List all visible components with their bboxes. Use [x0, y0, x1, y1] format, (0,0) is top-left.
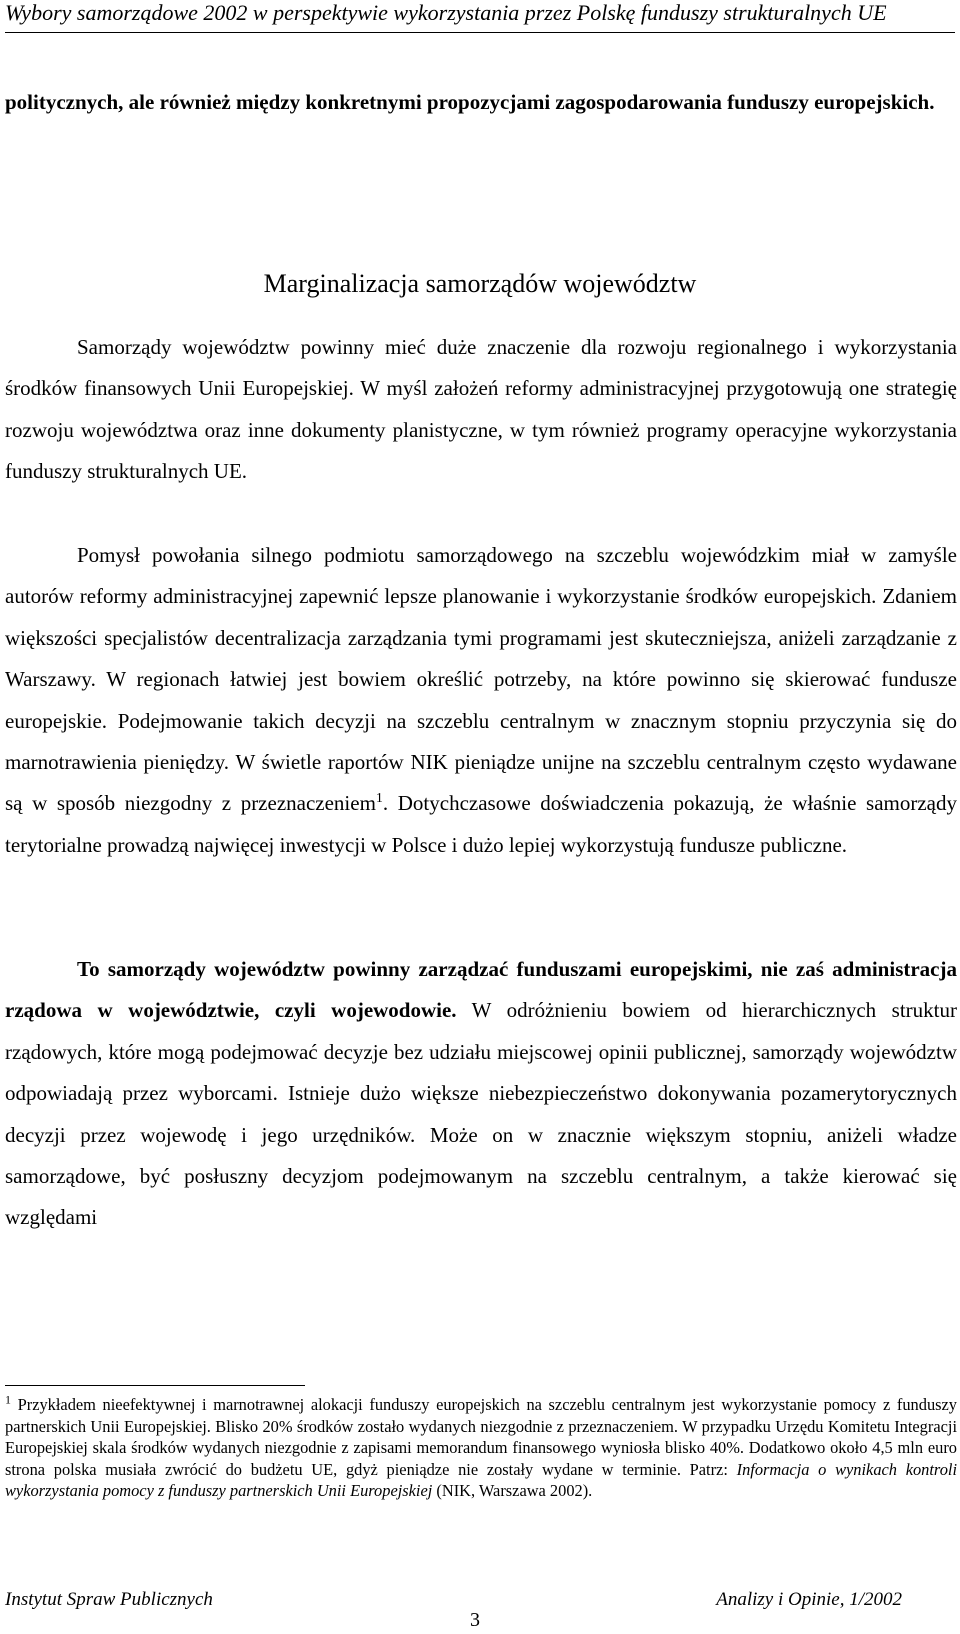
footnote-citation-tail: (NIK, Warszawa 2002).	[432, 1481, 593, 1501]
header-title: Wybory samorządowe 2002 w perspektywie wykorzystania przez Polskę funduszy strukturalnych UE	[5, 0, 887, 25]
footnote-text: Przykładem nieefektywnej i marnotrawnej alokacji funduszy europejskich na szczeblu centralnym jest wykorzystanie pomocy z funduszy partnerskich Unii Europejskiej. Blisko 20% środków zostało wydanych niezgodnie z przeznaczeniem. W przypadku Urzędu Komitetu Integracji Europejskiej skala środków wydanych niezgodnie z zapisami memorandum finansowego wyniosła blisko 40%. Dodatkowo około 4,5 mln euro strona polska musiała zwrócić do budżetu UE, gdyż pieniądze nie zostały wydane w terminie. Patrz:	[5, 1395, 957, 1479]
paragraph-3-text: W odróżnieniu bowiem od hierarchicznych struktur rządowych, które mogą podejmować decyzje bez udziału miejscowej opinii publicznej, samorządy województw odpowiadają przez wyborcami. Istnieje dużo większe niebezpieczeństwo dokonywania pozamerytorycznych decyzji przez wojewodę i jego urzędników. Może on w znacznie większym stopniu, aniżeli władze samorządowe, być posłuszny decyzjom podejmowanym na szczeblu centralnym, a także kierować się względami	[5, 998, 957, 1230]
page-number: 3	[470, 1609, 480, 1631]
page-header	[5, 0, 955, 33]
footnote-reference: 1	[375, 791, 383, 807]
paragraph-2	[5, 535, 957, 866]
paragraph-3-emphasis: To samorządy województw powinny zarządzać funduszami europejskimi, nie zaś administracja rządowa w województwie, czyli wojewodowie.	[5, 957, 957, 1023]
footnote-separator	[5, 1385, 305, 1386]
footnote-citation: Informacja o wynikach kontroli wykorzystania pomocy z funduszy partnerskich Unii Europejskiej	[5, 1459, 957, 1501]
paragraph-1: Samorządy województw powinny mieć duże znaczenie dla rozwoju regionalnego i wykorzystania środków finansowych Unii Europejskiej. W myśl założeń reformy administracyjnej przygotowują one strategię rozwoju województwa oraz inne dokumenty planistyczne, w tym również programy operacyjne wykorzystania funduszy strukturalnych UE.	[5, 335, 957, 484]
footnote-number: 1	[5, 1392, 11, 1407]
section-title: Marginalizacja samorządów województw	[263, 269, 697, 298]
paragraph-2-text: Pomysł powołania silnego podmiotu samorządowego na szczeblu wojewódzkim miał w zamyśle autorów reformy administracyjnej zapewnić lepsze planowanie i wykorzystanie środków europejskich. Zdaniem większości specjalistów decentralizacja zarządzania tymi programami jest skuteczniejsza, aniżeli zarządzanie z Warszawy. W regionach łatwiej jest bowiem określić potrzeby, na które powinno się skierować fundusze europejskie. Podejmowanie takich decyzji na szczeblu centralnym w znacznym stopniu przyczynia się do marnotrawienia pieniędzy. W świetle raportów NIK pieniądze unijne na szczeblu centralnym często wydawane są w sposób niezgodny z przeznaczeniem	[5, 543, 957, 816]
footer-publication: Analizy i Opinie, 1/2002	[716, 1589, 902, 1610]
footer-institute: Instytut Spraw Publicznych	[5, 1589, 213, 1610]
paragraph-3	[5, 949, 957, 1239]
footnote	[5, 1394, 957, 1502]
paragraph-2-text-cont: . Dotychczasowe doświadczenia pokazują, że właśnie samorządy terytorialne prowadzą najwięcej inwestycji w Polsce i dużo lepiej wykorzystują fundusze publiczne.	[5, 791, 957, 857]
intro-paragraph: politycznych, ale również między konkretnymi propozycjami zagospodarowania funduszy europejskich.	[5, 90, 935, 114]
